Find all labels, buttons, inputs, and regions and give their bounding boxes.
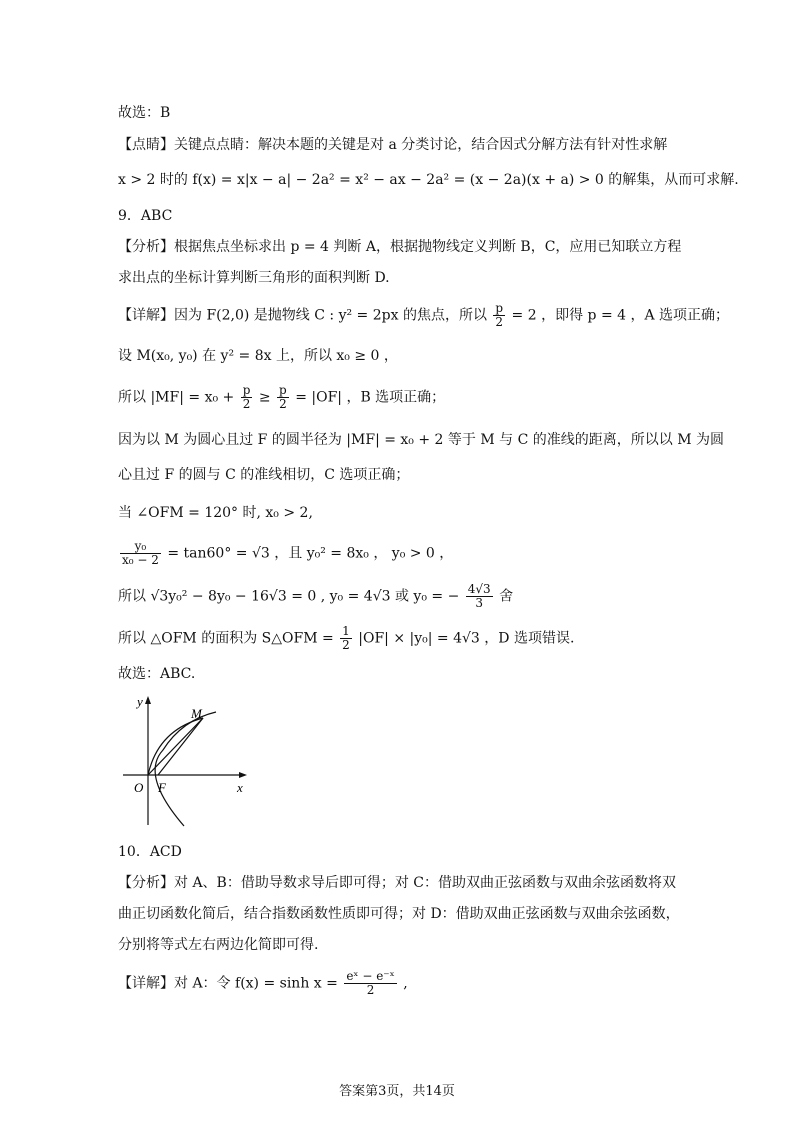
- numerator: y₀: [120, 540, 161, 554]
- denominator: 2: [495, 315, 504, 329]
- text: = 2 ，即得 p = 4 ，A 选项正确；: [511, 307, 730, 324]
- line-set-m: 设 M(x₀, y₀) 在 y² = 8x 上，所以 x₀ ≥ 0 ，: [118, 348, 398, 364]
- text: 所以 |MF| = x₀ +: [118, 389, 235, 406]
- numerator: 1: [342, 624, 350, 638]
- line-analysis-9: 【分析】根据焦点坐标求出 p = 4 判断 A，根据抛物线定义判断 B，C，应用已知联立方程: [118, 239, 682, 255]
- text: 所以 △OFM 的面积为 S△OFM =: [118, 630, 334, 647]
- text: 所以 √3y₀² − 8y₀ − 16√3 = 0 , y₀ = 4√3 或 y₀ = −: [118, 588, 460, 605]
- label-x: x: [237, 780, 243, 795]
- label-f: F: [158, 780, 166, 795]
- text: ,: [403, 975, 408, 992]
- fraction-y0-over-x0: [120, 540, 161, 567]
- fraction-p-over-2: [241, 384, 253, 411]
- text: 【详解】对 A：令 f(x) = sinh x =: [118, 975, 338, 992]
- line-detail-10: [118, 970, 408, 997]
- denominator: x₀ − 2: [122, 553, 159, 567]
- label-o: O: [134, 780, 144, 795]
- numerator: p: [279, 383, 287, 397]
- text: ≥: [258, 389, 271, 406]
- numerator: p: [495, 301, 504, 315]
- line-solve: [118, 583, 513, 610]
- segment-om: [148, 718, 203, 775]
- line-analysis-10-cont: 曲正切函数化简后，结合指数函数性质即可得；对 D：借助双曲正弦函数与双曲余弦函数，: [118, 906, 680, 922]
- line-detail-9: [118, 302, 729, 329]
- y-axis-arrow: [145, 696, 151, 704]
- line-analysis-9-cont: 求出点的坐标计算判断三角形的面积判断 D.: [118, 270, 390, 286]
- fraction-p-over-2: [493, 302, 505, 329]
- text: = |OF| ，B 选项正确；: [295, 389, 446, 406]
- label-y: y: [137, 694, 143, 709]
- line-mf: [118, 384, 445, 411]
- line-tan: [118, 540, 453, 567]
- parabola-curve: [155, 712, 216, 826]
- fraction-sinh: [344, 970, 396, 997]
- question-9-header: 9．ABC: [118, 208, 173, 224]
- line-key-point-cont: x > 2 时的 f(x) = x|x − a| − 2a² = x² − ax − 2a² = (x − 2a)(x + a) > 0 的解集，从而可求解.: [118, 172, 739, 188]
- parabola-diagram: [118, 690, 258, 830]
- denominator: 2: [366, 983, 375, 997]
- numerator: eˣ − e⁻ˣ: [346, 969, 395, 983]
- line-key-point: 【点睛】关键点点睛：解决本题的关键是对 a 分类讨论，结合因式分解方法有针对性求解: [118, 137, 668, 153]
- text: |OF| × |y₀| = 4√3 ，D 选项错误.: [358, 630, 575, 647]
- fraction-4root3-over-3: [466, 583, 493, 610]
- denominator: 3: [475, 596, 484, 610]
- denominator: 2: [342, 638, 350, 652]
- line-answer-b: 故选：B: [118, 105, 171, 121]
- numerator: p: [242, 383, 251, 397]
- fraction-half: [340, 625, 352, 652]
- line-analysis-10: 【分析】对 A、B：借助导数求导后即可得；对 C：借助双曲正弦函数与双曲余弦函数将双: [118, 875, 677, 891]
- label-m: M: [191, 706, 202, 721]
- text: 【详解】因为 F(2,0) 是抛物线 C : y² = 2px 的焦点，所以: [118, 307, 487, 324]
- text: 舍: [499, 588, 514, 605]
- line-analysis-10-cont2: 分别将等式左右两边化简即可得.: [118, 937, 319, 953]
- denominator: 2: [279, 397, 287, 411]
- parabola-figure: [118, 690, 258, 830]
- page-footer: 答案第3页，共14页: [339, 1084, 455, 1099]
- denominator: 2: [242, 397, 251, 411]
- line-angle: 当 ∠OFM = 120° 时, x₀ > 2,: [118, 505, 313, 521]
- line-circle-cont: 心且过 F 的圆与 C 的准线相切，C 选项正确；: [118, 467, 410, 483]
- fraction-p-over-2: [277, 384, 289, 411]
- line-area: [118, 625, 574, 652]
- numerator: 4√3: [467, 582, 491, 596]
- line-circle: 因为以 M 为圆心且过 F 的圆半径为 |MF| = x₀ + 2 等于 M 与 C 的准线的距离，所以以 M 为圆: [118, 432, 724, 448]
- x-axis-arrow: [239, 772, 247, 778]
- text: = tan60° = √3 ，且 y₀² = 8x₀ ， y₀ > 0 ，: [167, 545, 454, 562]
- question-10-header: 10．ACD: [118, 844, 182, 860]
- line-answer-abc: 故选：ABC.: [118, 666, 196, 682]
